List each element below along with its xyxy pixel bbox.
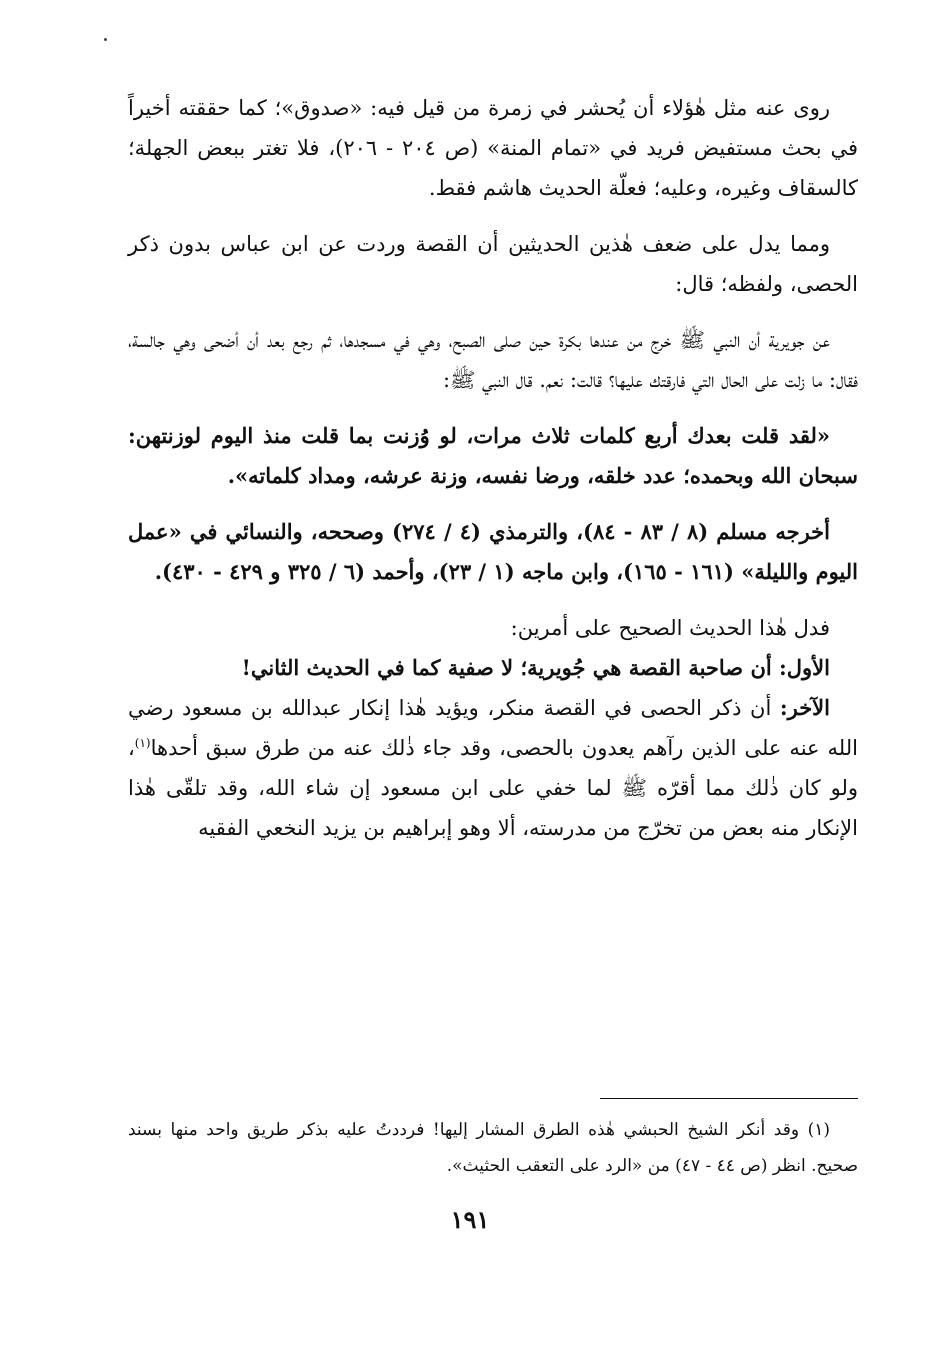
second-point-term: الآخر: [779,695,830,720]
footnote-reference: (١) [134,736,151,750]
page-number: ١٩١ [450,1205,490,1234]
paragraph-hadith-quote: «لقد قلت بعدك أربع كلمات ثلاث مرات، لو وُزنت بما قلت منذ اليوم لوزنتهن: سبحان الله وبحمده؛ عدد خلقه، ورضا نفسه، وزنة عرشه، ومداد كلماته». [128,423,858,488]
paragraph-takhrij: أخرجه مسلم (٨ / ٨٣ - ٨٤)، والترمذي (٤ / ٢٧٤) وصححه، والنسائي في «عمل اليوم والليلة» (١٦١ - ١٦٥)، وابن ماجه (١ / ٢٣)، وأحمد (٦ / ٣٢٥ و ٤٢٩ - ٤٣٠). [128,519,858,584]
first-point-term: الأول: [779,655,830,680]
paragraph-two-points: فدل هٰذا الحديث الصحيح على أمرين: [510,616,830,640]
scan-speck [104,38,107,41]
footnote-divider [600,1098,858,1099]
main-text [128,88,858,848]
footnote-1: (١) وقد أنكر الشيخ الحبشي هٰذه الطرق المشار إليها! فرددتُ عليه بذكر طريق واحد منها بسند صحيح. انظر (ص ٤٤ - ٤٧) من «الرد على التعقب الحثيث». [128,1120,858,1176]
second-point-text-b: ، ولو كان ذٰلك مما أقرّه ﷺ لما خفي على ابن مسعود إن شاء الله، وقد تلقّى هٰذا الإنكار منه بعض من تخرّج من مدرسته، ألا وهو إبراهيم بن يزيد النخعي الفقيه [128,736,858,840]
paragraph-hadith-narration: عن جويرية أن النبي ﷺ خرج من عندها بكرة حين صلى الصبح، وهي في مسجدها، ثم رجع بعد أن أضحى وهي جالسة، فقال: ما زلت على الحال التي فارقتك عليها؟ قالت: نعم. قال النبي ﷺ: [128,328,858,392]
paragraph-ibn-abbas: ومما يدل على ضعف هٰذين الحديثين أن القصة وردت عن ابن عباس بدون ذكر الحصى، ولفظه؛ قال: [128,232,858,296]
paragraph-continuation: روى عنه مثل هٰؤلاء أن يُحشر في زمرة من قيل فيه: «صدوق»؛ كما حققته أخيراً في بحث مستفيض فريد في «تمام المنة» (ص ٢٠٤ - ٢٠٦)، فلا تغتر ببعض الجهلة؛ كالسقاف وغيره، وعليه؛ فعلّة الحديث هاشم فقط. [128,96,858,200]
first-point-text: أن صاحبة القصة هي جُويرية؛ لا صفية كما في الحديث الثاني! [241,655,780,680]
paragraph-first-point [128,648,858,688]
paragraph-second-point [128,688,858,848]
footnotes [128,1112,858,1184]
second-point-text-a: أن ذكر الحصى في القصة منكر، ويؤيد هٰذا إنكار عبدالله بن مسعود رضي الله عنه على الذين رآهم يعدون بالحصى، وقد جاء ذٰلك عنه من طرق سبق أحدها [128,696,858,760]
